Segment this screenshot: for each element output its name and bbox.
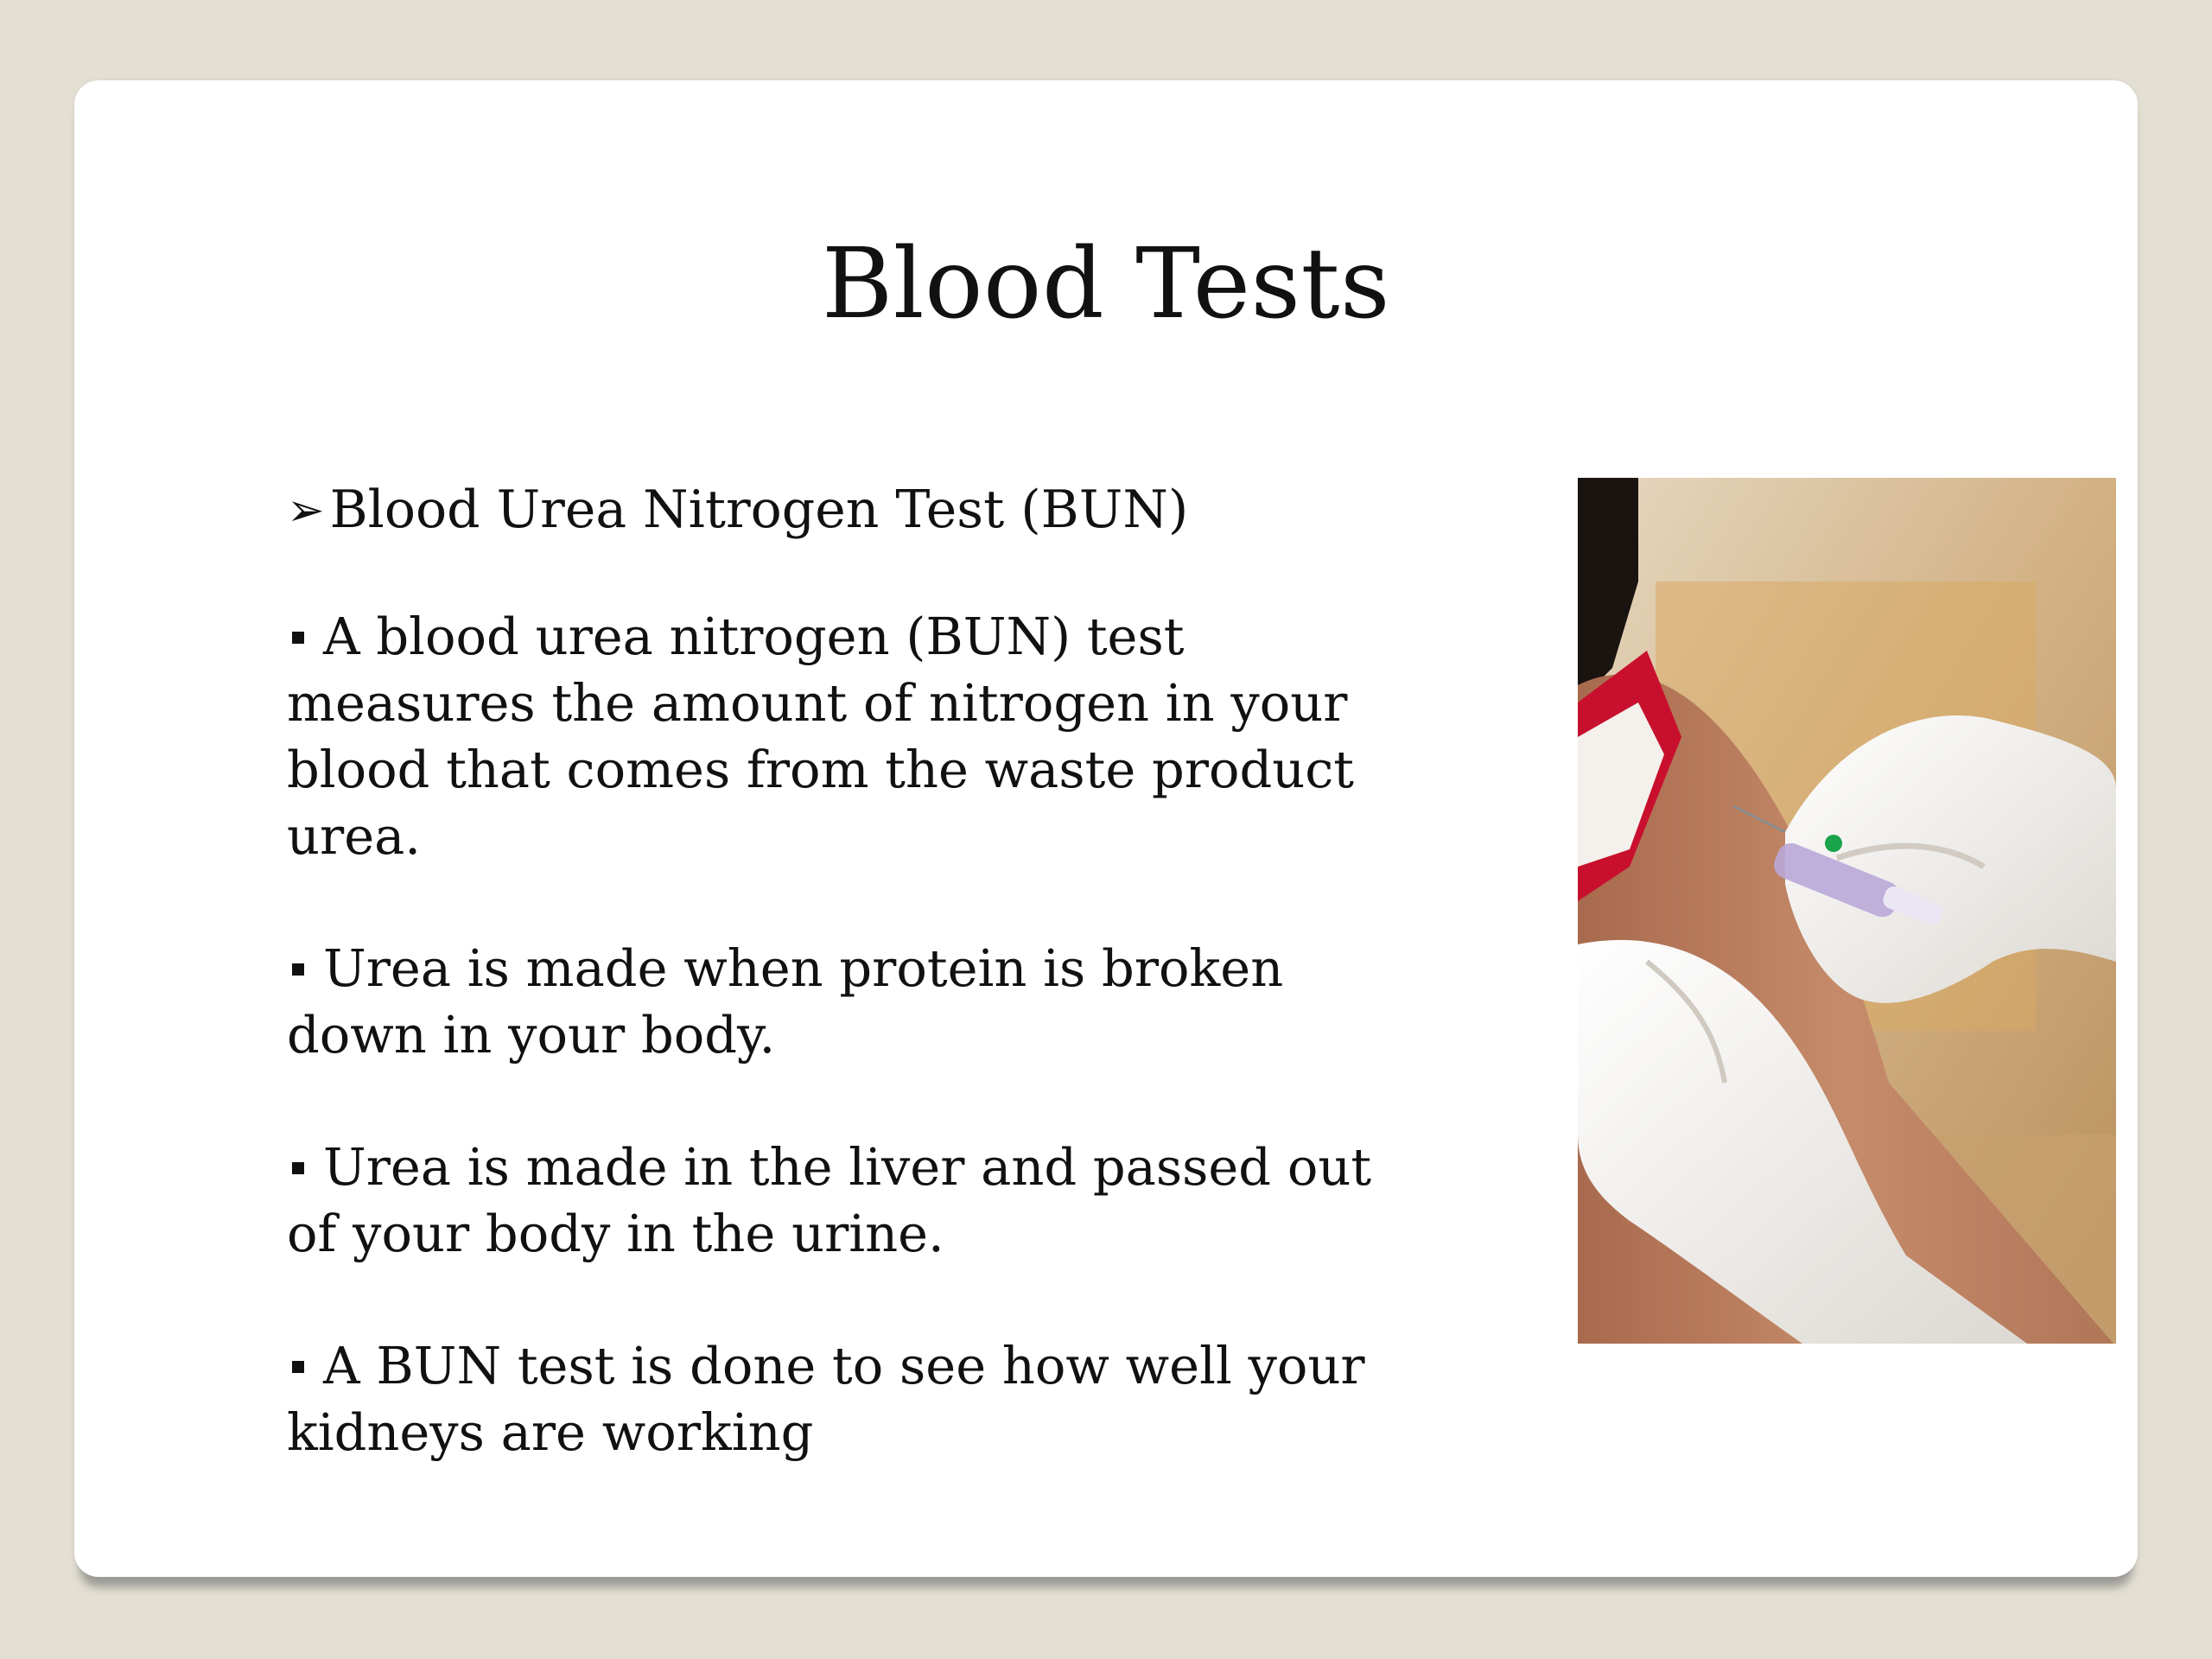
square-bullet-icon xyxy=(292,1361,304,1373)
square-bullet-icon xyxy=(292,632,304,644)
bullet-text: A blood urea nitrogen (BUN) test measures the amount of nitrogen in your blood that comes from the waste product urea. xyxy=(287,607,1354,866)
bullet-item xyxy=(287,935,1419,1068)
section-heading xyxy=(287,478,1419,543)
arrow-bullet-icon: ➢ xyxy=(287,484,325,537)
square-bullet-icon xyxy=(292,963,304,976)
bullet-text: Urea is made when protein is broken down in your body. xyxy=(287,938,1284,1065)
slide-content xyxy=(287,478,1419,1531)
blood-draw-illustration xyxy=(1578,478,2116,1344)
slide-title: Blood Tests xyxy=(821,228,1391,340)
bullet-text: Urea is made in the liver and passed out of your body in the urine. xyxy=(287,1137,1372,1263)
bullet-item xyxy=(287,603,1419,869)
square-bullet-icon xyxy=(292,1162,304,1174)
bullet-item xyxy=(287,1332,1419,1465)
slide-card xyxy=(74,80,2138,1577)
blood-draw-photo xyxy=(1578,478,2116,1344)
bullet-item xyxy=(287,1134,1419,1267)
bullet-text: A BUN test is done to see how well your kidneys are working xyxy=(287,1336,1365,1462)
section-heading-text: Blood Urea Nitrogen Test (BUN) xyxy=(329,480,1189,540)
